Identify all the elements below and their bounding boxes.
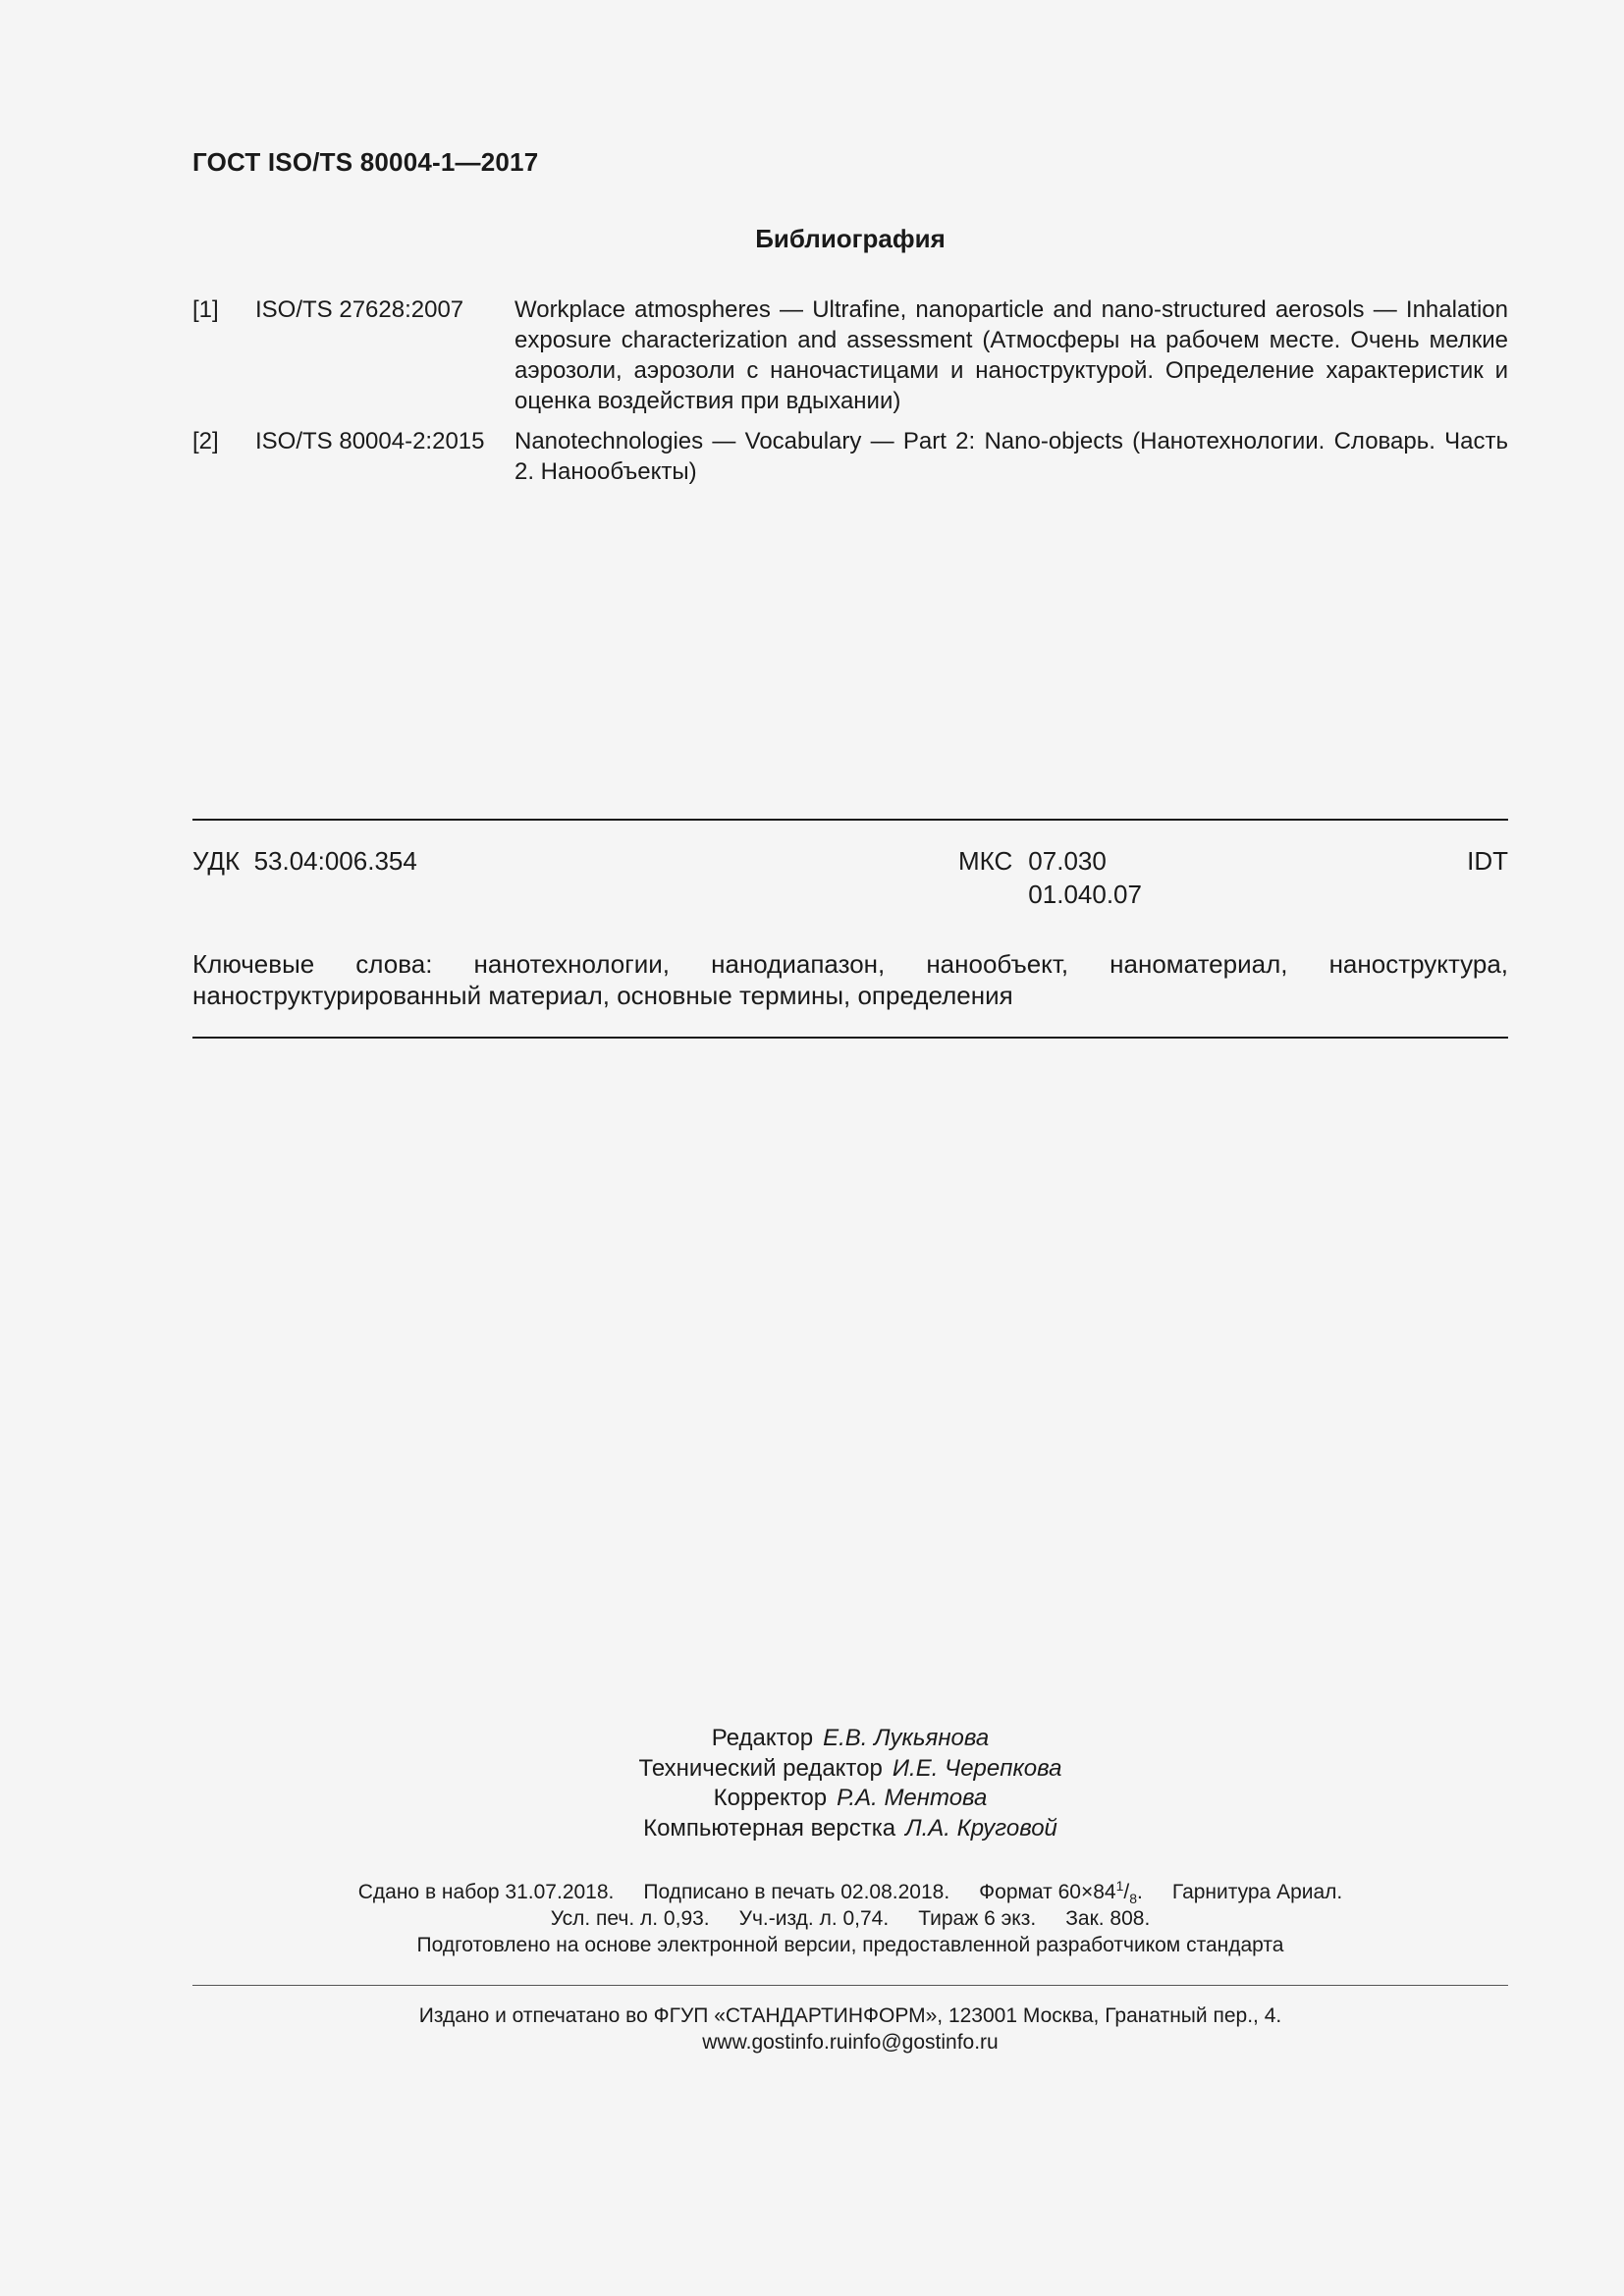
document-page xyxy=(192,0,1508,2296)
staff-line xyxy=(192,1724,1508,1754)
staff-name: Р.А. Ментова xyxy=(837,1785,988,1811)
staff-role: Компьютерная верстка xyxy=(643,1814,896,1842)
imprint-circulation: Тираж 6 экз. xyxy=(918,1907,1037,1930)
imprint-line-2 xyxy=(192,1905,1508,1932)
imprint-signed: Подписано в печать 02.08.2018. xyxy=(643,1881,950,1903)
imprint-typeface: Гарнитура Ариал. xyxy=(1171,1881,1343,1903)
bibliography-item xyxy=(192,426,1508,487)
staff-line xyxy=(192,1754,1508,1785)
bibliography-item-code: ISO/TS 80004-2:2015 xyxy=(255,428,485,454)
mks-code: 07.030 xyxy=(1028,846,1107,876)
imprint-submitted: Сдано в набор 31.07.2018. xyxy=(357,1881,615,1903)
imprint-prepared: Подготовлено на основе электронной версии, предоставленной разработчиком стандарта xyxy=(416,1934,1284,1956)
bibliography-item-text: Nanotechnologies — Vocabulary — Part 2: Nano-objects (Нанотехнологии. Словарь. Часть 2. Нанообъекты) xyxy=(514,428,1508,485)
bibliography-item-number: [1] xyxy=(192,296,219,323)
staff-name: И.Е. Черепкова xyxy=(892,1754,1062,1782)
document-code-header: ГОСТ ISO/TS 80004-1—2017 xyxy=(192,147,539,177)
mks-classification xyxy=(958,844,1142,911)
bibliography-item-text: Workplace atmospheres — Ultrafine, nanoparticle and nano-structured aerosols — Inhalation exposure characterization and assessment (Атмосферы на рабочем месте. Очень мелкие аэрозоли, аэрозоли с наночастицами и наноструктурой. Определение характеристик и оценка воздействия при вдыхании) xyxy=(514,296,1508,414)
idt-marker: IDT xyxy=(1467,846,1508,876)
bibliography-title: Библиография xyxy=(755,224,946,253)
imprint-line-1 xyxy=(192,1879,1508,1905)
udk-label: УДК xyxy=(192,846,241,876)
bibliography-item-code: ISO/TS 27628:2007 xyxy=(255,296,464,323)
staff-role: Технический редактор xyxy=(638,1754,883,1782)
imprint-sheets: Усл. печ. л. 0,93. xyxy=(550,1907,710,1930)
publisher-email-link[interactable]: info@gostinfo.ru xyxy=(847,2031,999,2054)
bibliography-item-number: [2] xyxy=(192,428,219,454)
mks-codes xyxy=(1028,844,1142,911)
bibliography-item xyxy=(192,294,1508,416)
publisher-contacts xyxy=(192,2029,1508,2056)
mks-label: МКС xyxy=(958,846,1013,876)
divider-keywords xyxy=(192,1037,1508,1039)
divider-top xyxy=(192,819,1508,821)
staff-line xyxy=(192,1814,1508,1844)
keywords-paragraph: Ключевые слова: нанотехнологии, нанодиапазон, нанообъект, наноматериал, наноструктура, наноструктурированный материал, основные термины, определения xyxy=(192,949,1508,1010)
udk-classification xyxy=(192,844,417,878)
publisher-info xyxy=(192,2002,1508,2056)
staff-role: Редактор xyxy=(711,1725,814,1751)
publisher-website-link[interactable]: www.gostinfo.ru xyxy=(702,2031,848,2054)
mks-code: 01.040.07 xyxy=(1028,880,1142,909)
editorial-staff xyxy=(192,1724,1508,1843)
publisher-line: Издано и отпечатано во ФГУП «СТАНДАРТИНФОРМ», 123001 Москва, Гранатный пер., 4. xyxy=(418,2004,1282,2027)
print-imprint xyxy=(192,1879,1508,1958)
staff-name: Е.В. Лукьянова xyxy=(823,1725,990,1751)
staff-role: Корректор xyxy=(713,1785,828,1811)
imprint-order: Зак. 808. xyxy=(1065,1907,1151,1930)
staff-line xyxy=(192,1784,1508,1814)
divider-publisher xyxy=(192,1985,1508,1986)
imprint-pub-sheets: Уч.-изд. л. 0,74. xyxy=(738,1907,890,1930)
udk-value: 53.04:006.354 xyxy=(253,846,417,876)
staff-name: Л.А. Круговой xyxy=(905,1814,1057,1842)
bibliography-list xyxy=(192,294,1508,497)
imprint-format: Формат $60\times 84^1/_8$. xyxy=(979,1878,1143,1907)
